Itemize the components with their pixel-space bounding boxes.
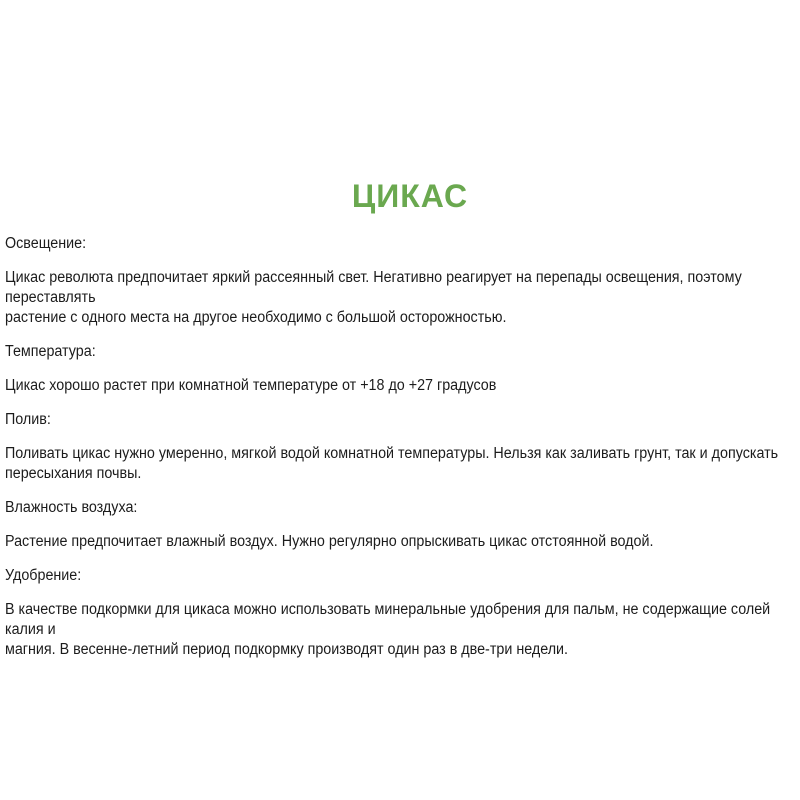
- text-line: магния. В весенне-летний период подкормку производят один раз в две-три недели.: [5, 641, 569, 658]
- text-line: Цикас революта предпочитает яркий рассеянный свет. Негативно реагирует на перепады освещения, поэтому переставлять: [5, 269, 742, 306]
- section-lighting: [5, 234, 797, 328]
- section-text: [5, 600, 797, 660]
- section-heading: Удобрение:: [5, 567, 82, 584]
- text-line: Растение предпочитает влажный воздух. Нужно регулярно опрыскивать цикас отстоянной водой.: [5, 533, 654, 550]
- article-body: [5, 234, 797, 674]
- section-watering: [5, 410, 797, 484]
- section-fertilizer: [5, 566, 797, 660]
- text-line: Поливать цикас нужно умеренно, мягкой водой комнатной температуры. Нельзя как заливать грунт, так и допускать: [5, 445, 779, 462]
- text-line: В качестве подкормки для цикаса можно использовать минеральные удобрения для пальм, не содержащие солей калия и: [5, 601, 771, 638]
- section-temperature: [5, 342, 797, 396]
- section-heading: Освещение:: [5, 235, 87, 252]
- section-heading: Температура:: [5, 343, 96, 360]
- section-humidity: [5, 498, 797, 552]
- section-text: [5, 268, 797, 328]
- section-heading: Влажность воздуха:: [5, 499, 138, 516]
- section-heading: Полив:: [5, 411, 51, 428]
- section-text: [5, 376, 797, 396]
- text-line: растение с одного места на другое необходимо с большой осторожностью.: [5, 309, 507, 326]
- text-line: Цикас хорошо растет при комнатной температуре от +18 до +27 градусов: [5, 377, 497, 394]
- page-title: ЦИКАС: [351, 178, 469, 214]
- section-text: [5, 532, 797, 552]
- section-text: [5, 444, 797, 484]
- text-line: пересыхания почвы.: [5, 465, 142, 482]
